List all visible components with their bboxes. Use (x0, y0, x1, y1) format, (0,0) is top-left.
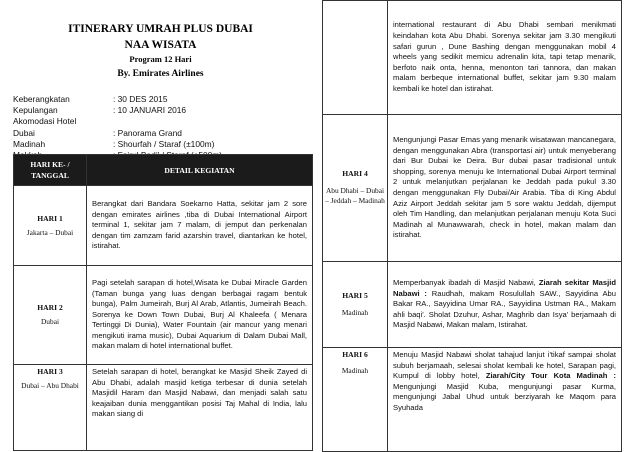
itinerary-table-left (13, 154, 313, 451)
activity-cell: Mengunjungi Pasar Emas yang menarik wisatawan mancanegara, dengan menggunakan Abra (transportasi air) untuk menyeberang dari Bur Dubai ke Deira. Bur dubai pasar tradisional untuk shopping, sorenya menuju ke International Dubai Airport terminal 2 untuk melanjutkan perjalanan ke Jeddah pada pukul 3.30 dengan menggunakan Fly Dubai/Air Arabia. Tiba di King Abdul Aziz Airport Jeddah sekitar jam 5 sore waktu Jeddah, dijemput oleh Tim Handling, dan melanjutkan perjalanan menuju Kota Suci Madinah al Munawwarah, check in hotel, makan malam dan istirahat. (388, 115, 622, 262)
info-label: Akomodasi Hotel (13, 116, 77, 127)
activity-cell: Pagi setelah sarapan di hotel,Wisata ke Dubai Miracle Garden (Taman bunga yang luas dengan berbagai ragam bentuk bunga), Palm Jumeirah, Burj Al Arab, Atlantis, Jumeirah Beach. Sorenya ke Down Town Dubai, Burj Al Khaleefa ( Menara Tertinggi Di Dunia), Water Fountain (air mancur yang menari mengikuti irama music), Dubai Aquarium di Dalam Dubai Mall, makan malam di hotel international buffet. (87, 266, 313, 365)
info-label: Keberangkatan (13, 94, 70, 104)
itinerary-table-right (322, 0, 622, 452)
table-row (323, 262, 622, 348)
agency-name: NAA WISATA (124, 39, 197, 51)
activity-text: Memperbanyak ibadah di Masjid Nabawi, (393, 278, 539, 288)
table-row (323, 1, 622, 115)
activity-text: Raudhah, makam Rosulullah SAW., Sayyidina Abu Bakar RA., Sayyidina Umar RA., Sayyidina Ustman RA., Makam ahli baqi'. Sholat Dzuhur, Ashar, Maghrib dan Isya' berjamaah di Masjid Nabawi, Makan malam, Istirahat. (393, 288, 616, 330)
activity-cell: Berangkat dari Bandara Soekarno Hatta, sekitar jam 2 sore dengan emirates airlines ,tiba di Dubai International Airport terminal 1, sekitar jam 7 malam, di jemput dan perkenalan dengan tim zamzam farid azarshin travel, diantarkan ke hotel, istirahat. (87, 186, 313, 266)
day-place: Dubai – Abu Dhabi (21, 381, 79, 390)
table-header-row (14, 155, 313, 186)
trip-info (13, 94, 222, 161)
info-value: : Panorama Grand (113, 127, 182, 138)
day-cell (323, 115, 388, 262)
program-duration: Program 12 Hari (129, 54, 192, 64)
day-place: Dubai (40, 317, 60, 326)
table-row (14, 186, 313, 266)
day-place: Madinah (341, 366, 369, 376)
day-number: HARI 3 (37, 367, 63, 376)
activity-cell: international restaurant di Abu Dhabi sembari menikmati keindahan kota Abu Dhabi. Sorenya sekitar jam 3.30 mengikuti safari gurun , Dune Bashing dengan menggunakan mobil 4 wheels yang sedikit memicu adrenalin kita, tapi tetap menarik, berfoto naik onta, henna, menonton tari tannora, dan makan malam berbeque international buffet, sekitar jam 9.30 malam kembali ke hotel dan istirahat. (388, 1, 622, 115)
info-value: : 10 JANUARI 2016 (113, 105, 187, 116)
table-row (323, 348, 622, 452)
table-row (14, 365, 313, 451)
header-day-cell: HARI KE- / TANGGAL (14, 155, 87, 186)
day-number: HARI 6 (342, 350, 368, 359)
activity-cell (388, 348, 622, 452)
day-number: HARI 5 (342, 291, 368, 301)
activity-text: Menuju Masjid Nabawi sholat tahajud lanjut i'tikaf sampai sholat subuh berjamaah, selesai sholat kembali ke hotel, Sarapan pagi, Kumpul di lobby hotel, (393, 350, 616, 381)
activity-text: Mengunjungi Masjid Kuba, mengunjungi pasar Kurma, mengunjungi Jabal Uhud untuk berziyarah ke Maqom para Syuhada (393, 381, 616, 412)
day-number: HARI 4 (342, 169, 368, 179)
header-activity-cell: DETAIL KEGIATAN (87, 155, 313, 186)
activity-bold: Ziarah sekitar Masjid Nabawi : (393, 278, 616, 298)
day-cell (323, 1, 388, 115)
day-place: Madinah (341, 307, 369, 317)
day-place: Abu Dhabi – Dubai – Jeddah – Madinah (325, 185, 385, 206)
day-number: HARI 1 (37, 213, 63, 223)
day-cell (14, 266, 87, 365)
info-row (13, 94, 222, 105)
info-label: Kepulangan (13, 105, 58, 116)
info-label: Madinah (13, 138, 46, 149)
info-value: : Shourfah / Staraf (±100m) (113, 138, 215, 149)
info-row (13, 116, 222, 127)
table-row (14, 266, 313, 365)
day-number: HARI 2 (37, 303, 63, 312)
info-row (13, 105, 222, 116)
document-title: ITINERARY UMRAH PLUS DUBAI (68, 23, 253, 35)
info-row (13, 128, 222, 139)
activity-cell (388, 262, 622, 348)
activity-bold: Ziarah/City Tour Kota Madinah : (485, 371, 616, 381)
info-row (13, 139, 222, 150)
activity-cell: Setelah sarapan di hotel, berangkat ke Masjid Sheik Zayed di Abu Dhabi, adalah masjid ketiga terbesar di dunia setelah Masjidil Haram dan Masjid Nabawi, dan menjadi salah satu keajaiban dunia menggantikan posisi Taj Mahal di India, lalu makan siang di (87, 365, 313, 451)
table-row (323, 115, 622, 262)
info-label: Dubai (13, 127, 35, 138)
airline-name: By. Emirates Airlines (117, 69, 204, 79)
day-cell (323, 348, 388, 452)
day-cell (14, 186, 87, 266)
day-place: Jakarta – Dubai (26, 227, 74, 237)
day-cell (323, 262, 388, 348)
info-value: : 30 DES 2015 (113, 94, 168, 104)
day-cell (14, 365, 87, 451)
